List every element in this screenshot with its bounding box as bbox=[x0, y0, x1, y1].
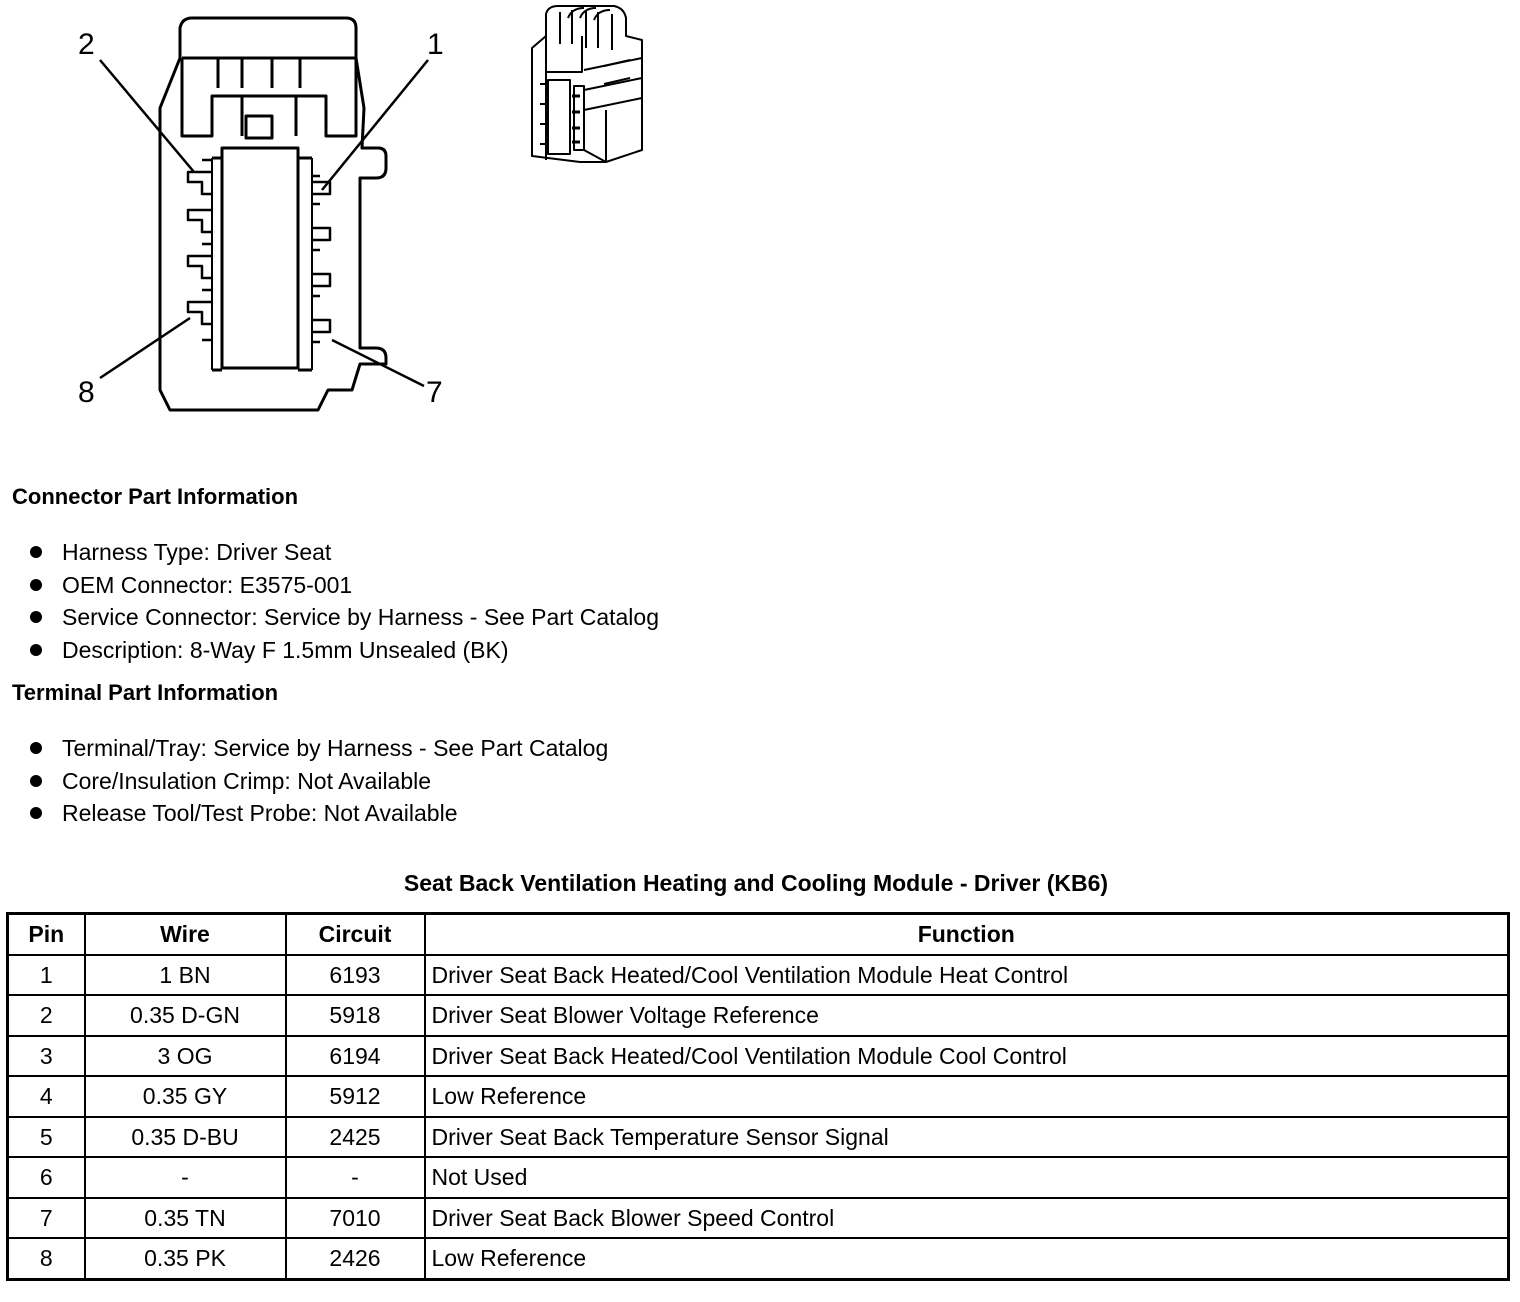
terminal-info-heading: Terminal Part Information bbox=[12, 680, 279, 705]
table-row bbox=[8, 955, 1509, 996]
terminal-block bbox=[222, 148, 298, 368]
connector-3d-view bbox=[532, 6, 642, 162]
table-title: Seat Back Ventilation Heating and Cooling Module - Driver (KB6) bbox=[403, 870, 1109, 896]
right-terminals bbox=[312, 176, 330, 342]
terminal-info-list bbox=[28, 733, 608, 831]
list-item: Harness Type: Driver Seat bbox=[28, 537, 659, 570]
table-header-row bbox=[8, 914, 1509, 955]
pin-cell: 2 bbox=[8, 995, 85, 1036]
wire-cell: - bbox=[85, 1157, 286, 1198]
circuit-cell: 5918 bbox=[286, 995, 425, 1036]
circuit-cell: 2426 bbox=[286, 1238, 425, 1279]
circuit-cell: 5912 bbox=[286, 1076, 425, 1117]
pin-cell: 1 bbox=[8, 955, 85, 996]
pin-cell: 4 bbox=[8, 1076, 85, 1117]
header-wire: Wire bbox=[85, 914, 286, 955]
wire-cell: 1 BN bbox=[85, 955, 286, 996]
latch-window bbox=[246, 116, 272, 138]
pin-label-1: 1 bbox=[427, 28, 444, 61]
table-row bbox=[8, 1157, 1509, 1198]
wire-cell: 0.35 D-BU bbox=[85, 1117, 286, 1158]
pin-label-7: 7 bbox=[426, 376, 443, 409]
connector-info-heading: Connector Part Information bbox=[12, 484, 299, 509]
pin-cell: 5 bbox=[8, 1117, 85, 1158]
table-row bbox=[8, 995, 1509, 1036]
table-row bbox=[8, 1238, 1509, 1279]
circuit-cell: 2425 bbox=[286, 1117, 425, 1158]
function-cell: Low Reference bbox=[425, 1238, 1509, 1279]
header-function: Function bbox=[425, 914, 1509, 955]
table-row bbox=[8, 1117, 1509, 1158]
circuit-cell: 6194 bbox=[286, 1036, 425, 1077]
function-cell: Not Used bbox=[425, 1157, 1509, 1198]
wire-cell: 3 OG bbox=[85, 1036, 286, 1077]
circuit-cell: - bbox=[286, 1157, 425, 1198]
pin-label-2: 2 bbox=[78, 28, 95, 61]
function-cell: Driver Seat Back Heated/Cool Ventilation Module Cool Control bbox=[425, 1036, 1509, 1077]
pin-leader-lines bbox=[100, 60, 428, 386]
table-row bbox=[8, 1198, 1509, 1239]
table-row bbox=[8, 1036, 1509, 1077]
wire-cell: 0.35 GY bbox=[85, 1076, 286, 1117]
pin-cell: 8 bbox=[8, 1238, 85, 1279]
connector-info-list bbox=[28, 537, 659, 667]
wire-cell: 0.35 TN bbox=[85, 1198, 286, 1239]
list-item: Release Tool/Test Probe: Not Available bbox=[28, 798, 608, 831]
function-cell: Driver Seat Back Blower Speed Control bbox=[425, 1198, 1509, 1239]
function-cell: Low Reference bbox=[425, 1076, 1509, 1117]
function-cell: Driver Seat Back Heated/Cool Ventilation Module Heat Control bbox=[425, 955, 1509, 996]
pin-cell: 7 bbox=[8, 1198, 85, 1239]
function-cell: Driver Seat Back Temperature Sensor Signal bbox=[425, 1117, 1509, 1158]
list-item: Terminal/Tray: Service by Harness - See Part Catalog bbox=[28, 733, 608, 766]
pin-cell: 6 bbox=[8, 1157, 85, 1198]
circuit-cell: 6193 bbox=[286, 955, 425, 996]
pin-label-8: 8 bbox=[78, 376, 95, 409]
connector-diagram bbox=[0, 0, 700, 440]
pin-cell: 3 bbox=[8, 1036, 85, 1077]
circuit-cell: 7010 bbox=[286, 1198, 425, 1239]
header-circuit: Circuit bbox=[286, 914, 425, 955]
wire-cell: 0.35 PK bbox=[85, 1238, 286, 1279]
list-item: Description: 8-Way F 1.5mm Unsealed (BK) bbox=[28, 635, 659, 668]
list-item: Service Connector: Service by Harness - See Part Catalog bbox=[28, 602, 659, 635]
function-cell: Driver Seat Blower Voltage Reference bbox=[425, 995, 1509, 1036]
header-pin: Pin bbox=[8, 914, 85, 955]
table-row bbox=[8, 1076, 1509, 1117]
list-item: OEM Connector: E3575-001 bbox=[28, 570, 659, 603]
wire-cell: 0.35 D-GN bbox=[85, 995, 286, 1036]
list-item: Core/Insulation Crimp: Not Available bbox=[28, 766, 608, 799]
left-terminals bbox=[188, 160, 212, 340]
pinout-table bbox=[6, 912, 1510, 1281]
